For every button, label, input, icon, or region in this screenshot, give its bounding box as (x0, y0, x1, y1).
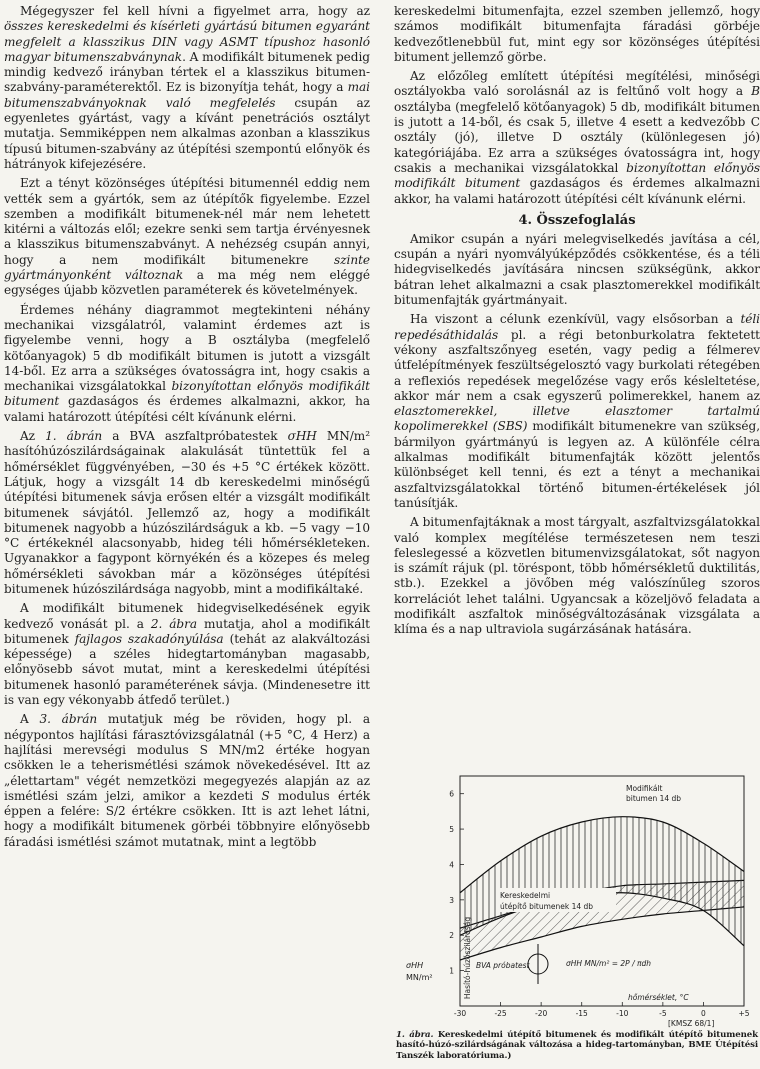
x-tick-label: -25 (494, 1009, 507, 1018)
modified-band-label: Modifikált (626, 784, 663, 793)
sigma-symbol: σHH (406, 961, 424, 970)
x-axis-label: hőmérséklet, °C (628, 993, 689, 1002)
x-tick-label: -30 (453, 1009, 467, 1018)
left-paragraph: Mégegyszer fel kell hívni a figyelmet arra, hogy az összes kereskedelmi és kísérleti gyártású bitumen egyaránt megfelelt a klasszikus DIN vagy ASMT típushoz hasonló magyar bitumenszabványnak. A modifikált bitumenek pedig mindig kedvező irányban tértek el a klasszikus bitumen-szabvány-paraméterektől. Ez is bizonyítja tehát, hogy a mai bitumenszabványoknak való megfelelés csupán az egyenletes gyártást, vagy a kívánt penetrációs osztályt mutatja. Semmiképpen nem alkalmas azonban a klasszikus típusú bitumen-szabvány az útépítési szempontú előnyök és hátrányok kifejezésére. (4, 4, 371, 171)
emphasis: fajlagos szakadónyúlása (74, 631, 224, 646)
y-tick-label: 3 (449, 895, 454, 905)
emphasis: elasztomerekkel, illetve elasztomer tartalmú kopolimerekkel (SBS) (394, 404, 760, 434)
tensile-strength-chart (396, 768, 758, 1030)
figure-caption-lead: 1. ábra. (396, 1030, 434, 1040)
commercial-band-label: Kereskedelmi (500, 891, 551, 900)
commercial-band-count-label: útépítő bitumenek 14 db (500, 902, 594, 911)
figure-1 (396, 768, 758, 1061)
emphasis: összes kereskedelmi és kísérleti gyártású bitumen egyaránt megfelelt a klasszikus DIN vagy ASMT típushoz hasonló magyar bitumenszabványnak (4, 19, 370, 64)
formula-label: σHH MN/m² = 2P / πdh (566, 959, 652, 968)
emphasis: σHH (287, 429, 317, 444)
right-after-paragraph: Amikor csupán a nyári melegviselkedés javítása a cél, csupán a nyári nyomvályúképződés csökkentése, és a téli hidegviselkedés javítására nincsen szükségünk, akkor bátran lehet alkalmazni a csak plasztomerekkel modifikált bitumenfajták gyártmányait. (394, 231, 760, 308)
left-paragraph: Ezt a tényt közönséges útépítési bitumennél eddig nem vették sem a gyártók, sem az útépítők figyelembe. Ezzel szemben a modifikált bitumenek-nél már nem lehetett kitérni a változás elől; ezekre senki sem tartja érvényesnek a klasszikus bitumenszabványt. A nehézség csupán annyi, hogy a nem modifikált bitumenekre szinte gyártmányonként változnak a ma még nem eléggé egységes újabb közvetlen paraméterek és követelmények. (4, 176, 370, 298)
right-text-before-heading (394, 4, 760, 207)
emphasis: 2. ábra (150, 616, 197, 631)
right-after-paragraph: A bitumenfajtáknak a most tárgyalt, aszfaltvizsgálatokkal való komplex megítélése természetesen nem teszi feleslegessé a közvetlen bitumenvizsgálatokat, sőt nagyon is számít rájuk (pl. töréspont, több hőmérsékletű duktilitás, stb.). Ezekkel a jövőben még valószínűleg szoros korrelációt lehet találni. Ugyancsak a közeljövő feladata a modifikált aszfaltok minőségváltozásának vizsgálata a klíma és a nap ultraviola sugárzásának hatására. (394, 515, 760, 637)
figure-caption (396, 1030, 758, 1061)
right-before-paragraph: kereskedelmi bitumenfajta, ezzel szemben jellemző, hogy számos modifikált bitumenfajta fáradási görbéje kedvezőtlenebbül fut, mint egy sor közönséges útépítési bitument jellemző görbe. (394, 4, 760, 64)
x-tick-label: -15 (575, 1009, 588, 1018)
x-tick-label: -20 (535, 1009, 548, 1018)
emphasis: B (751, 84, 760, 99)
left-paragraph: A modifikált bitumenek hidegviselkedésének egyik kedvező vonását pl. a 2. ábra mutatja, ahol a modifikált bitumenek fajlagos szakadónyúlása (tehát az alakváltozási képessége) a széles hidegtartományban magasabb, előnyösebb sávot mutat, mint a kereskedelmi útépítési bitumenek hasonló paraméterének sávja. (Mindenesetre itt is van egy vékonyabb átfedő terület.) (4, 601, 370, 708)
y-tick-label: 5 (449, 825, 454, 835)
left-paragraph: A 3. ábrán mutatjuk még be röviden, hogy pl. a négypontos hajlítási fárasztóvizsgálatnál (+5 °C, 4 Herz) a hajlítási merevségi modulus S MN/m2 értéke hogyan csökken le a teherismétlési számok növekedésével. Itt az „élettartam" végét nemzetközi megegyezés alapján az az ismétlési szám jelzi, amikor a kezdeti S modulus érték éppen a felére: S/2 értékre csökken. Itt is azt lehet látni, hogy a modifikált bitumenek görbéi többnyire előnyösebb fáradási ismétlési számot mutatnak, mint a legtöbb (4, 712, 371, 849)
left-paragraph: Érdemes néhány diagrammot megtekinteni néhány mechanikai vizsgálatról, valamint érdemes azt is figyelembe venni, hogy a B osztályba (megfelelő kötőanyagok) 5 db modifikált bitumen is jutott a vizsgált 14-ből. Ez arra a szükséges óvatosságra int, hogy csakis a mechanikai vizsgálatokkal bizonyítottan előnyös modifikált bitument gazdaságos és érdemes alkalmazni, akkor, ha valami határozott útépítési célt kívánunk elérni. (4, 302, 370, 424)
figure-caption-text: Kereskedelmi útépítő bitumenek és modifikált útépítő bitumenek hasító-húzó-szilárdságának változása a hideg-tartományban, BME Útépítési Tanszék laboratóriuma.) (396, 1030, 758, 1061)
emphasis: bizonyítottan előnyös modifikált bitument (394, 160, 760, 191)
figure-stamp: [KMSZ 68/1] (668, 1019, 715, 1028)
section-heading: 4. Összefoglalás (518, 212, 636, 228)
modified-band-count-label: bitumen 14 db (626, 794, 682, 803)
right-text-after-heading (394, 232, 760, 638)
emphasis: 3. ábrán (39, 712, 98, 727)
emphasis: téli repedésáthidalás (394, 312, 760, 342)
left-paragraph: Az 1. ábrán a BVA aszfaltpróbatestek σHH MN/m² hasítóhúzószilárdságainak alakulását tüntettük fel a hőmérséklet függvényében, −30 és +5 °C értékek között. Látjuk, hogy a vizsgált 14 db kereskedelmi minőségű útépítési bitumenek sávja erősen eltér a vizsgált modifikált bitumenek sávjától. Jellemző az, hogy a modifikált bitumenek nagyobb a húzószilárdságuk a kb. −5 vagy −10 °C értékeknél alacsonyabb, hideg téli hőmérsékleteken. Ugyanakkor a fagypont környékén és a közepes és meleg hőmérsékleti sávokban már a közönséges útépítési bitumenek húzószilárdsága nagyobb, mint a modifikáltaké. (4, 429, 370, 596)
emphasis: S (261, 788, 270, 803)
bva-specimen-label: BVA próbatest (476, 961, 530, 970)
emphasis: szinte gyártmányonként változnak (4, 252, 370, 283)
x-tick-label: -5 (659, 1009, 667, 1018)
y-axis-label: Hasító-húzószilárdság (463, 916, 472, 1000)
x-tick-label: +5 (738, 1009, 750, 1018)
y-tick-label: 1 (449, 966, 454, 976)
units-label: MN/m² (406, 973, 433, 982)
right-before-paragraph: Az előzőleg említett útépítési megítélési, minőségi osztályokba való sorolásnál az is feltűnő volt hogy a B osztályba (megfelelő kötőanyagok) 5 db, modifikált bitumen is jutott a 14-ből, és csak 5, illetve 4 esett a kedvezőbb C osztály (jó), illetve D osztály (különlegesen jó) kategóriájába. Ez arra a szükséges óvatosságra int, hogy csakis a mechanikai vizsgálatokkal bizonyítottan előnyös modifikált bitument gazdaságos és érdemes alkalmazni akkor, ha valami határozott útépítési célt kívánunk elérni. (394, 69, 760, 206)
emphasis: bizonyítottan előnyös modifikált bitument (4, 379, 370, 409)
y-tick-label: 2 (449, 931, 454, 941)
right-text-column (394, 4, 760, 638)
right-after-paragraph: Ha viszont a célunk ezenkívül, vagy elsősorban a téli repedésáthidalás pl. a régi betonburkolatra fektetett vékony aszfaltszőnyeg esetén, vagy pedig a félmerev útfelépítmények feszültségelosztó vagy burkolati rétegében a reflexiós repedések megelőzése vagy erős késleltetése, akkor már nem a csak egyszerű polimerekkel, hanem az elasztomerekkel, illetve elasztomer tartalmú kopolimerekkel (SBS) modifikált bitumenekre van szükség, bármilyon gyártmányú is legyen az. A különféle célra alkalmas modifikált bitumenfajták között jelentős különbséget kell tenni, és ezt a tényt a mechanikai aszfaltvizsgálatokkal történő bitumen-értékelések jól tanúsítják. (394, 312, 760, 510)
emphasis: mai bitumenszabványoknak való megfelelés (4, 80, 370, 110)
y-tick-label: 4 (449, 860, 454, 870)
x-tick-label: -10 (616, 1009, 629, 1018)
left-text-column (4, 4, 370, 850)
y-tick-label: 6 (449, 789, 454, 799)
x-tick-label: 0 (701, 1009, 706, 1018)
emphasis: 1. ábrán (45, 429, 103, 444)
